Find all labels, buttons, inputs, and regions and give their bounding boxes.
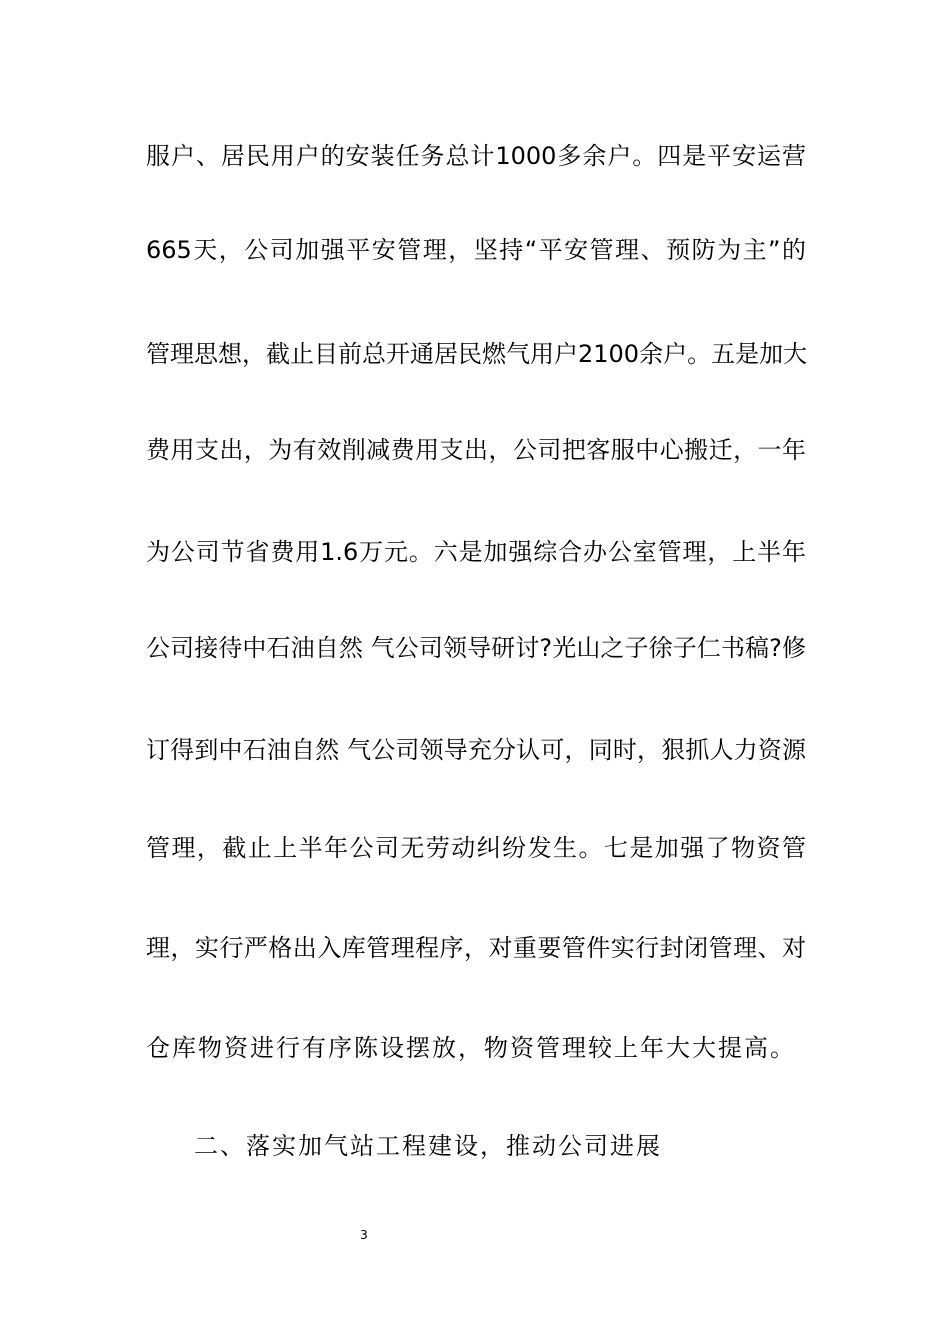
paragraph-line: 管理，截止上半年公司无劳动纠纷发生。七是加强了物资管 [146,834,806,862]
paragraph-line: 服户、居民用户的安装任务总计1000多余户。四是平安运营 [146,142,806,170]
paragraph-line: 订得到中石油自然 气公司领导充分认可，同时，狠抓人力资源 [146,736,806,764]
paragraph-line: 理，实行严格出入库管理程序，对重要管件实行封闭管理、对 [146,934,806,962]
paragraph-line: 管理思想，截止目前总开通居民燃气用户2100余户。五是加大 [146,340,808,368]
paragraph-line: 665天，公司加强平安管理，坚持“平安管理、预防为主”的 [146,236,806,264]
section-heading: 二、落实加气站工程建设，推动公司进展 [194,1132,662,1160]
page-number: 3 [360,1228,368,1242]
paragraph-line: 为公司节省费用1.6万元。六是加强综合办公室管理，上半年 [146,538,806,566]
paragraph-line: 仓库物资进行有序陈设摆放，物资管理较上年大大提高。 [146,1034,796,1062]
paragraph-line: 公司接待中石油自然 气公司领导研讨?光山之子徐子仁书稿?修 [146,634,806,662]
paragraph-line: 费用支出，为有效削减费用支出，公司把客服中心搬迁，一年 [146,436,806,464]
